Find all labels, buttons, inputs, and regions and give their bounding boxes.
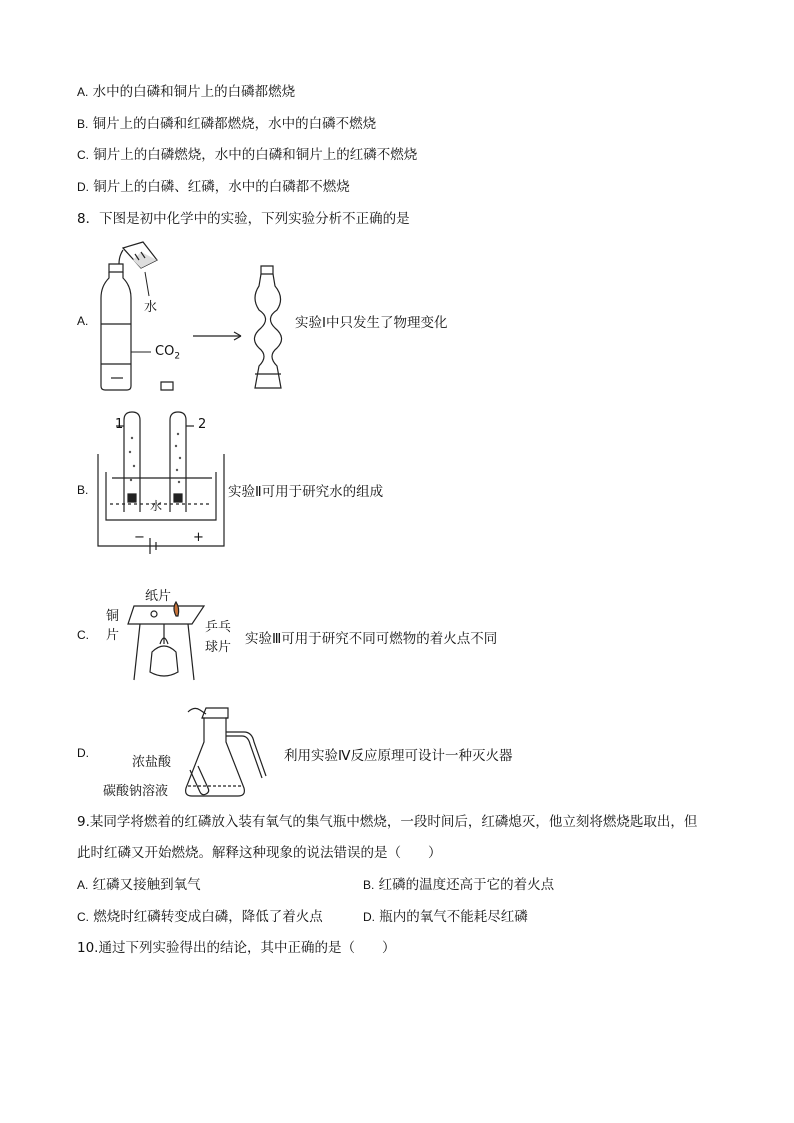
plus-label: + — [193, 530, 204, 545]
minus-label: − — [134, 530, 145, 545]
q8-option-a-label: A. — [77, 314, 89, 328]
option-text: 红磷又接触到氧气 — [92, 877, 201, 893]
q8-option-c-label: C. — [77, 628, 89, 642]
pingpong-label-2: 球片 — [205, 640, 232, 655]
bottle-cap-icon — [161, 382, 173, 390]
pingpong-label-1: 乒乓 — [205, 620, 232, 635]
option-label: A. — [77, 878, 89, 892]
alcohol-lamp-icon — [150, 646, 178, 676]
q9-option-c — [77, 908, 323, 926]
q7-option-a — [77, 83, 295, 101]
co2-text: CO — [155, 344, 175, 359]
option-text: 铜片上的白磷燃烧，水中的白磷和铜片上的红磷不燃烧 — [93, 147, 418, 163]
option-text: 铜片上的白磷和红磷都燃烧，水中的白磷不燃烧 — [92, 116, 377, 132]
option-label: D. — [363, 910, 375, 924]
electrolysis-water-label: 水 — [150, 499, 163, 513]
option-text: 瓶内的氧气不能耗尽红磷 — [379, 909, 528, 925]
flame-icon — [174, 602, 179, 616]
option-text: 燃烧时红磷转变成白磷，降低了着火点 — [93, 909, 323, 925]
water-label: 水 — [144, 300, 158, 315]
q8-option-d-label: D. — [77, 746, 89, 760]
co2-bottle-figure — [95, 238, 295, 398]
tube-1-label: 1 — [115, 417, 124, 432]
option-text: 红磷的温度还高于它的着火点 — [378, 877, 555, 893]
q7-option-b — [77, 115, 376, 133]
option-text: 铜片上的白磷、红磷，水中的白磷都不燃烧 — [93, 179, 350, 195]
option-label: C. — [77, 148, 89, 162]
copper-label-2: 片 — [106, 628, 120, 643]
suction-flask-icon — [186, 708, 245, 796]
q9-option-a — [77, 876, 201, 894]
fire-extinguisher-figure — [180, 702, 280, 800]
option-label: C. — [77, 910, 89, 924]
copper-sheet-icon — [128, 606, 204, 624]
q8-option-d-text: 利用实验Ⅳ反应原理可设计一种灭火器 — [284, 748, 513, 764]
q10-stem: 10.通过下列实验得出的结论，其中正确的是（ ） — [77, 940, 396, 956]
q8-option-c-text: 实验Ⅲ可用于研究不同可燃物的着火点不同 — [245, 631, 498, 647]
q8-option-b-text: 实验Ⅱ可用于研究水的组成 — [228, 484, 384, 500]
q9-option-d — [363, 908, 528, 926]
option-label: A. — [77, 85, 89, 99]
plastic-bottle-icon — [101, 264, 131, 390]
tube-2-label: 2 — [198, 417, 207, 432]
q9-option-b — [363, 876, 554, 894]
option-text: 水中的白磷和铜片上的白磷都燃烧 — [92, 84, 296, 100]
q9-stem-line1: 9.某同学将燃着的红磷放入装有氧气的集气瓶中燃烧，一段时间后，红磷熄灭，他立刻将燃烧匙取出，但 — [77, 814, 698, 830]
q7-option-d — [77, 178, 350, 196]
beaker-icon — [119, 242, 157, 268]
crushed-bottle-icon — [254, 266, 281, 388]
co2-label — [155, 344, 180, 362]
co2-subscript: 2 — [174, 351, 181, 362]
combustion-figure — [128, 600, 208, 685]
option-label: D. — [77, 180, 89, 194]
q8-option-b-label: B. — [77, 483, 89, 497]
hcl-label: 浓盐酸 — [132, 755, 172, 770]
q9-stem-line2: 此时红磷又开始燃烧。解释这种现象的说法错误的是（ ） — [77, 845, 442, 861]
q7-option-c — [77, 146, 417, 164]
option-label: B. — [77, 117, 89, 131]
q8-option-a-text: 实验Ⅰ中只发生了物理变化 — [295, 315, 448, 331]
option-label: B. — [363, 878, 375, 892]
copper-label-1: 铜 — [106, 609, 120, 624]
q8-stem: 8．下图是初中化学中的实验，下列实验分析不正确的是 — [77, 211, 410, 227]
paper-label: 纸片 — [145, 589, 172, 604]
na2co3-label: 碳酸钠溶液 — [103, 784, 169, 799]
